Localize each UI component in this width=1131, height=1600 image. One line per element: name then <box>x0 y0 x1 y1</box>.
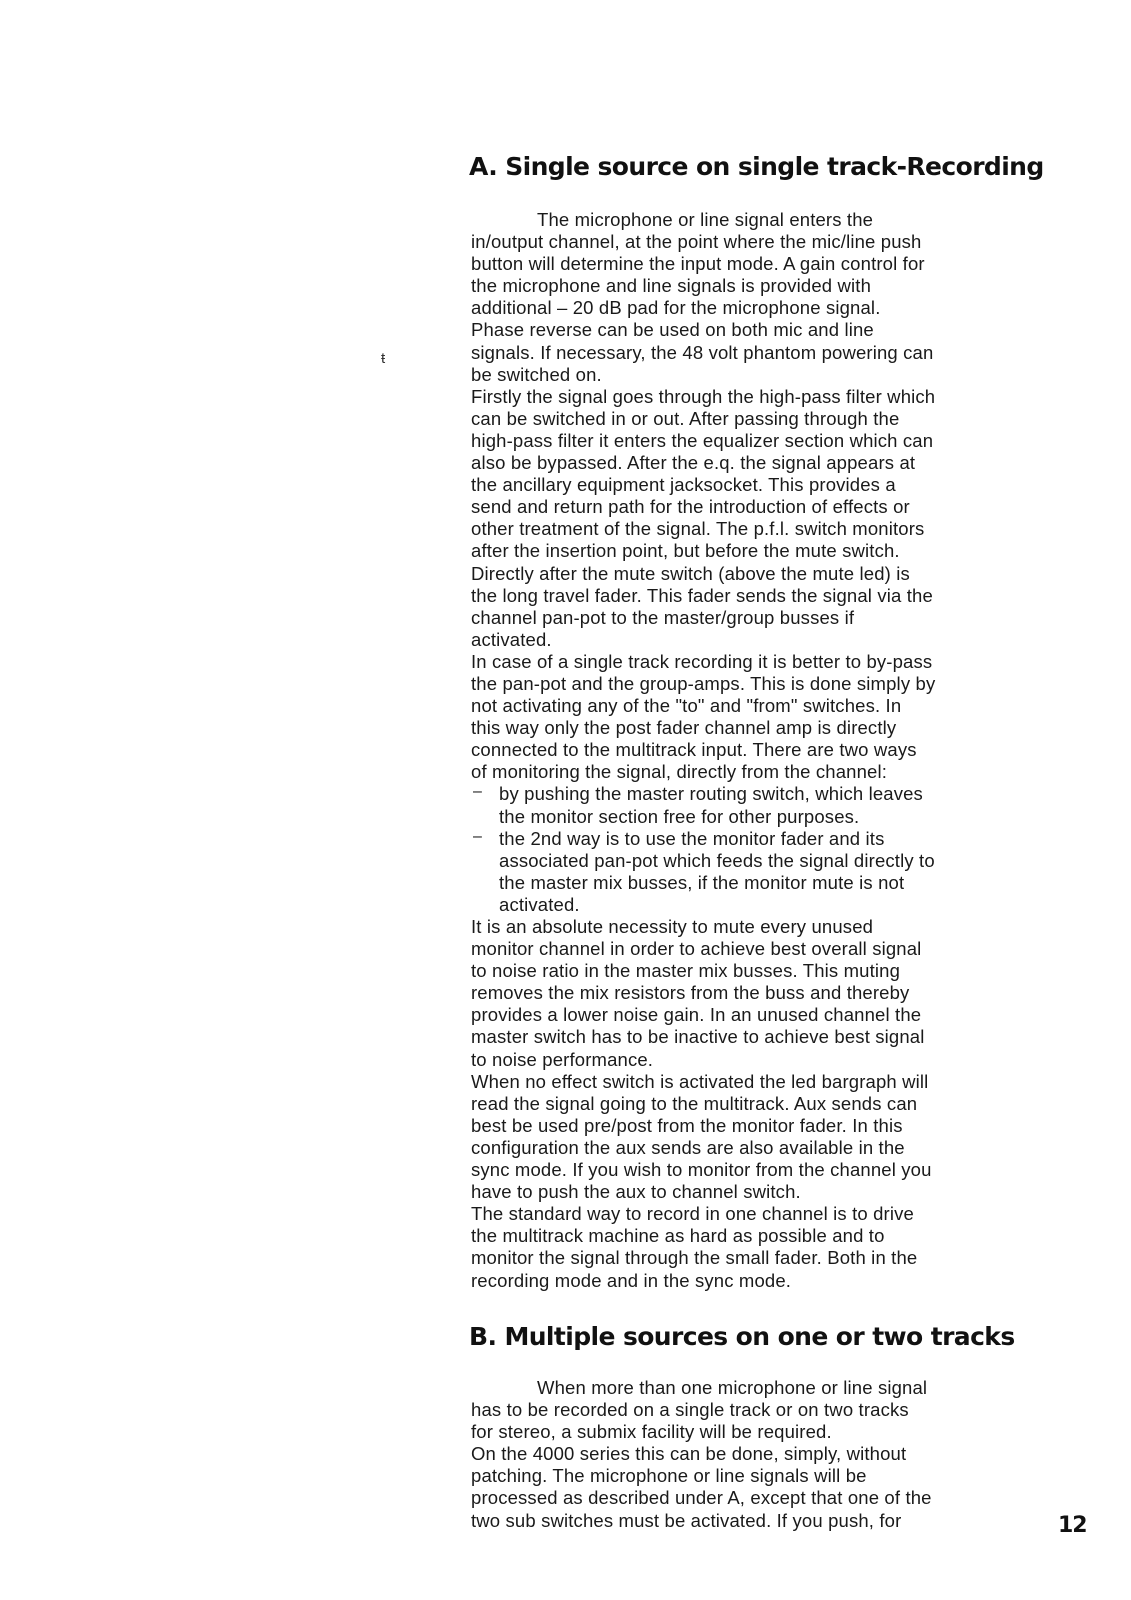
margin-mark: ŧ <box>381 350 386 367</box>
paragraph-line: in/output channel, at the point where the mic/line push <box>471 231 922 253</box>
section-a-body <box>471 209 1031 1292</box>
paragraph-line: sync mode. If you wish to monitor from the channel you <box>471 1159 932 1181</box>
paragraph-line: the multitrack machine as hard as possible and to <box>471 1225 885 1247</box>
paragraph-line: It is an absolute necessity to mute every unused <box>471 916 874 937</box>
paragraph-line: be switched on. <box>471 363 602 385</box>
paragraph-line: additional – 20 dB pad for the microphone signal. <box>471 297 881 319</box>
paragraph-line: send and return path for the introduction of effects or <box>471 496 910 518</box>
paragraph-line: this way only the post fader channel amp is directly <box>471 717 897 739</box>
section-a-heading: A. Single source on single track-Recording <box>469 152 1044 181</box>
paragraph-line: recording mode and in the sync mode. <box>471 1269 792 1291</box>
paragraph-line: the pan-pot and the group-amps. This is done simply by <box>471 672 936 694</box>
paragraph-line: The standard way to record in one channel is to drive <box>471 1203 914 1225</box>
paragraph-line: signals. If necessary, the 48 volt phantom powering can <box>471 341 934 363</box>
list-item-line: associated pan-pot which feeds the signal directly to <box>499 849 935 871</box>
paragraph-line: best be used pre/post from the monitor fader. In this <box>471 1114 903 1136</box>
list-item-line: the master mix busses, if the monitor mute is not <box>499 871 905 893</box>
paragraph-line: high-pass filter it enters the equalizer section which can <box>471 429 934 451</box>
paragraph-line: can be switched in or out. After passing through the <box>471 407 900 429</box>
paragraph-line: On the 4000 series this can be done, simply, without <box>471 1443 907 1465</box>
paragraph-line: not activating any of the "to" and "from" switches. In <box>471 695 902 717</box>
paragraph-line: also be bypassed. After the e.q. the signal appears at <box>471 452 916 474</box>
paragraph-line: the long travel fader. This fader sends the signal via the <box>471 584 933 606</box>
paragraph-line: When no effect switch is activated the led bargraph will <box>471 1070 929 1092</box>
paragraph-line: to noise performance. <box>471 1048 654 1070</box>
list-item-line: activated. <box>499 893 580 915</box>
bullet-dash: – <box>473 827 482 845</box>
bullet-dash: – <box>473 783 482 801</box>
page-number: 12 <box>1058 1513 1087 1538</box>
section-b-heading: B. Multiple sources on one or two tracks <box>469 1322 1015 1351</box>
paragraph-line: In case of a single track recording it is better to by-pass <box>471 650 933 672</box>
paragraph-line: channel pan-pot to the master/group busses if <box>471 606 855 628</box>
paragraph-line: When more than one microphone or line signal <box>537 1377 928 1398</box>
paragraph-line: of monitoring the signal, directly from the channel: <box>471 761 888 783</box>
list-item-line: by pushing the master routing switch, which leaves <box>499 783 923 805</box>
list-item-line: the monitor section free for other purposes. <box>499 805 860 827</box>
paragraph-line: Directly after the mute switch (above the mute led) is <box>471 562 910 584</box>
list-item <box>471 783 1031 827</box>
paragraph-line: other treatment of the signal. The p.f.l. switch monitors <box>471 518 925 540</box>
paragraph-line: monitor channel in order to achieve best overall signal <box>471 938 922 960</box>
paragraph-line: has to be recorded on a single track or on two tracks <box>471 1399 909 1421</box>
paragraph-line: two sub switches must be activated. If you push, for <box>471 1509 902 1531</box>
paragraph-line: master switch has to be inactive to achieve best signal <box>471 1026 925 1048</box>
paragraph-line: Phase reverse can be used on both mic and line <box>471 319 874 341</box>
paragraph-line: provides a lower noise gain. In an unused channel the <box>471 1004 922 1026</box>
paragraph-line: button will determine the input mode. A gain control for <box>471 253 925 275</box>
paragraph-line: connected to the multitrack input. There are two ways <box>471 739 917 761</box>
paragraph-line: configuration the aux sends are also available in the <box>471 1136 905 1158</box>
paragraph-line: the microphone and line signals is provided with <box>471 275 872 297</box>
paragraph-line: Firstly the signal goes through the high-pass filter which <box>471 385 936 407</box>
paragraph-line: read the signal going to the multitrack. Aux sends can <box>471 1092 918 1114</box>
paragraph-line: patching. The microphone or line signals will be <box>471 1465 867 1487</box>
paragraph-line: to noise ratio in the master mix busses. This muting <box>471 960 901 982</box>
paragraph-line: for stereo, a submix facility will be required. <box>471 1421 832 1443</box>
paragraph-line: processed as described under A, except that one of the <box>471 1487 932 1509</box>
list-item <box>471 828 1031 916</box>
paragraph-line: after the insertion point, but before the mute switch. <box>471 540 900 562</box>
list-item-line: the 2nd way is to use the monitor fader and its <box>499 827 885 849</box>
paragraph-line: the ancillary equipment jacksocket. This provides a <box>471 474 896 496</box>
paragraph-line: removes the mix resistors from the buss and thereby <box>471 982 910 1004</box>
paragraph-line: The microphone or line signal enters the <box>537 209 874 230</box>
paragraph-line: monitor the signal through the small fader. Both in the <box>471 1247 918 1269</box>
paragraph-line: have to push the aux to channel switch. <box>471 1181 801 1203</box>
paragraph-line: activated. <box>471 628 552 650</box>
section-b-body <box>471 1377 1031 1532</box>
